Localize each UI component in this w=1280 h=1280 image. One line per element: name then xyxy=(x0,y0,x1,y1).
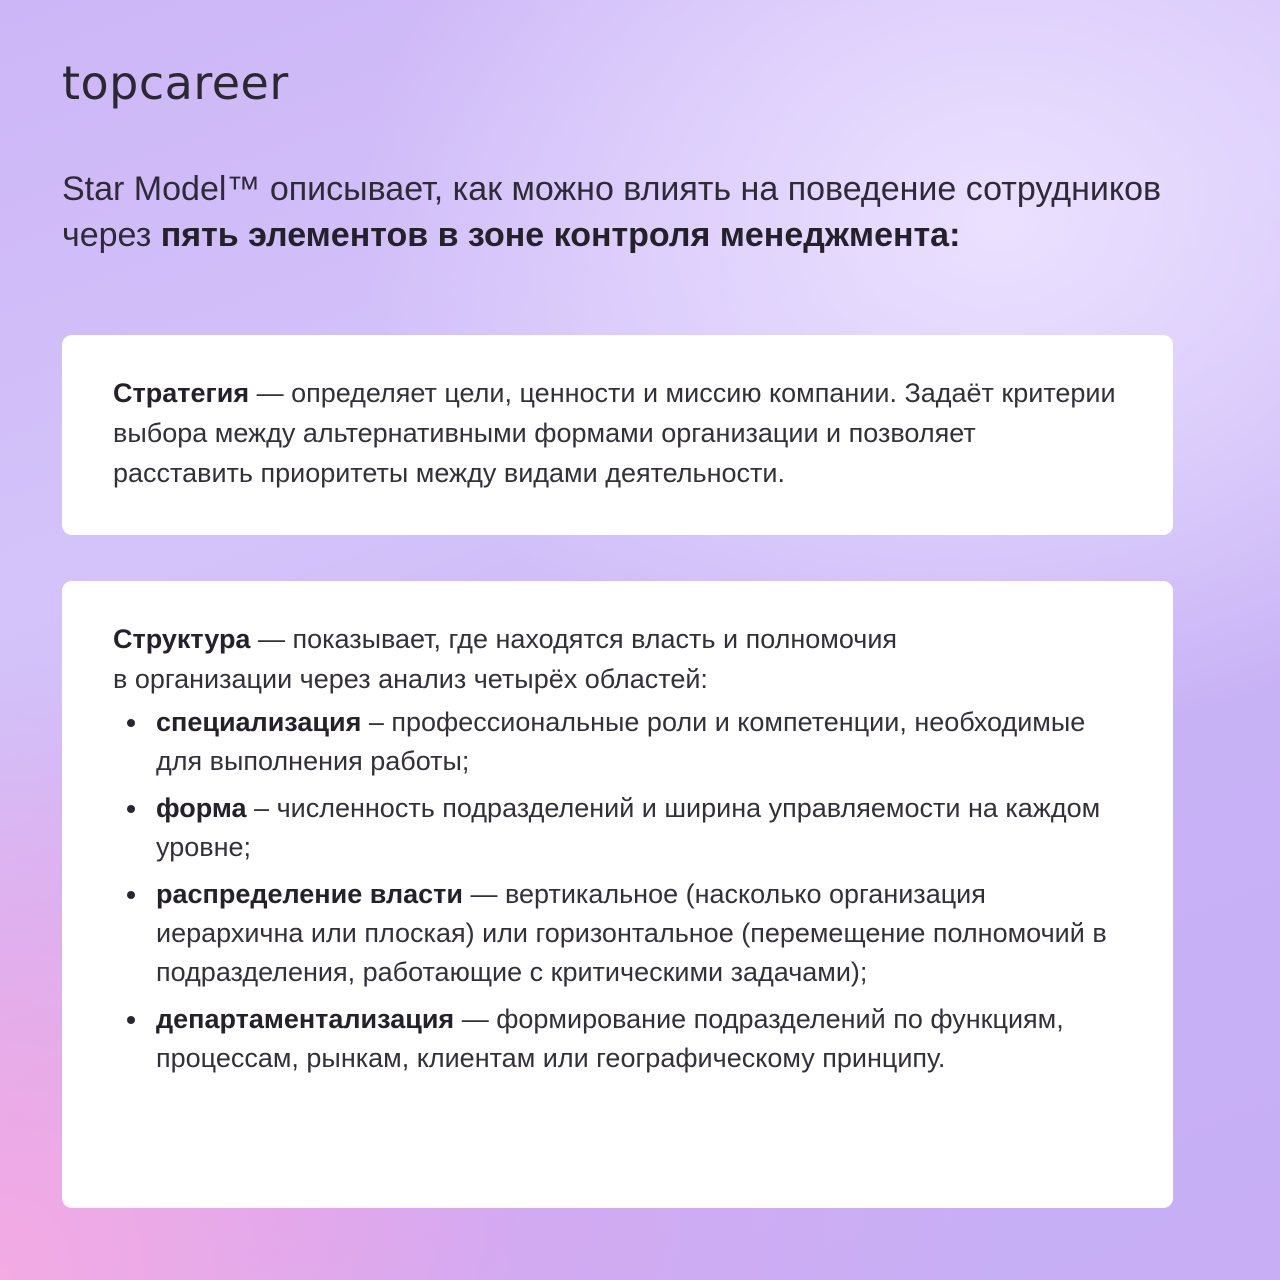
bullet-term: департаментализация xyxy=(156,1004,455,1034)
list-item-form xyxy=(113,789,1123,867)
intro-text-bold: пять элементов в зоне контроля менеджмента: xyxy=(160,216,961,254)
bullet-text: — формирование подразделений по функциям, процессам, рынкам, клиентам или географическому принципу. xyxy=(156,1004,1064,1073)
structure-description-line1: — показывает, где находятся власть и полномочия xyxy=(250,624,898,654)
bullet-term: распределение власти xyxy=(156,879,463,909)
bullet-term: специализация xyxy=(156,707,362,737)
bullet-term: форма xyxy=(156,793,247,823)
structure-paragraph xyxy=(113,619,1123,699)
structure-areas-list xyxy=(113,703,1123,1078)
topcareer-logo: topcareer xyxy=(62,56,289,110)
bullet-text: – численность подразделений и ширина управляемости на каждом уровне; xyxy=(156,793,1101,862)
intro-text-part1: Star Model™ описывает, как можно влиять на поведение сотрудников через xyxy=(62,170,1162,254)
bullet-text: — вертикальное (насколько организация иерархична или плоская) или горизонтальное (перемещение полномочий в подразделения, работающие с критическими задачами); xyxy=(156,879,1107,987)
list-item-power-distribution xyxy=(113,875,1123,992)
strategy-paragraph xyxy=(113,373,1123,493)
bullet-dot-icon xyxy=(127,719,135,727)
bullet-text: – профессиональные роли и компетенции, необходимые для выполнения работы; xyxy=(156,707,1086,776)
intro-text xyxy=(62,166,1162,258)
structure-description-line2: в организации через анализ четырёх областей: xyxy=(113,664,708,694)
list-item-departmentalization xyxy=(113,1000,1123,1078)
structure-term: Структура xyxy=(113,624,251,654)
bullet-dot-icon xyxy=(127,891,135,899)
structure-card xyxy=(62,581,1173,1208)
strategy-description: — определяет цели, ценности и миссию компании. Задаёт критерии выбора между альтернативными формами организации и позволяет расставить приоритеты между видами деятельности. xyxy=(113,378,1116,488)
strategy-card xyxy=(62,335,1173,535)
list-item-specialization xyxy=(113,703,1123,781)
bullet-dot-icon xyxy=(127,805,135,813)
strategy-term: Стратегия xyxy=(113,378,250,408)
bullet-dot-icon xyxy=(127,1016,135,1024)
